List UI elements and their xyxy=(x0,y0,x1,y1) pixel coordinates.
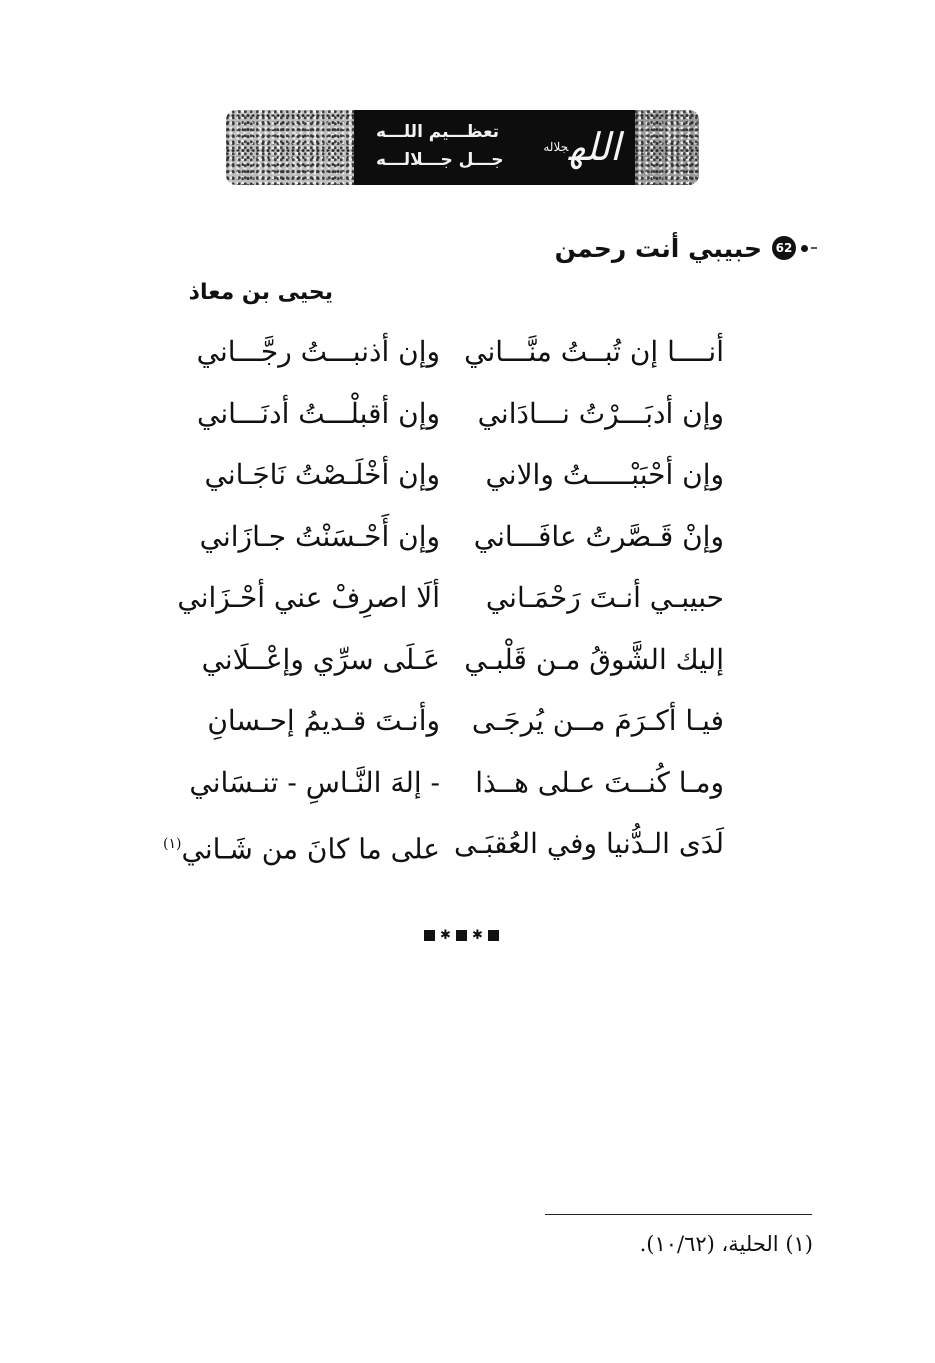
verse-second-hemistich: عَـلَى سرِّي وإعْــلَاني xyxy=(201,642,440,676)
poem xyxy=(163,326,740,880)
bullet-dot-icon xyxy=(801,245,808,252)
verse-first-hemistich: وإن أحْبَبْـــــتُ والاني xyxy=(485,458,724,491)
ornament-star-icon: ✱ xyxy=(440,928,451,943)
poem-verse xyxy=(163,818,740,880)
banner-title-line1: تعظـــيم اللـــه xyxy=(376,122,500,142)
emblem-small-text: جلاله xyxy=(543,140,569,154)
poem-verse xyxy=(197,388,740,450)
verse-first-hemistich: أنــــا إن تُبــتُ منَّـــاني xyxy=(464,335,724,368)
banner-texture-left xyxy=(226,110,356,185)
verse-second-hemistich: وأنـتَ قـديمُ إحـسانِ xyxy=(207,704,440,737)
verse-first-hemistich: ومـا كُنــتَ عـلى هــذا xyxy=(475,765,724,799)
bullet-dash-icon xyxy=(811,247,817,249)
banner-title-line2: جـــل جـــلالـــه xyxy=(376,150,504,170)
poem-verse xyxy=(200,449,740,511)
ornament-divider xyxy=(424,930,499,941)
poem-verse xyxy=(200,511,740,573)
verse-first-hemistich: حبيبـي أنـتَ رَحْمَـاني xyxy=(485,581,724,614)
ornament-square-icon xyxy=(456,930,467,941)
verse-first-hemistich: وإن أدبَـــرْتُ نـــادَاني xyxy=(477,396,724,430)
emblem-main-text: الله xyxy=(568,125,621,169)
section-markers xyxy=(772,236,817,260)
verse-second-hemistich: وإن أقبلْـــتُ أدنَـــاني xyxy=(197,396,440,430)
section-title: حبيبي أنت رحمن xyxy=(554,233,762,263)
poem-verse xyxy=(196,326,740,388)
ornament-square-icon xyxy=(424,930,435,941)
verse-second-hemistich: وإن أذنبـــتُ رجَّـــاني xyxy=(196,335,440,368)
poem-author: يحيى بن معاذ xyxy=(188,280,333,305)
verse-first-hemistich: إليك الشَّوقُ مـن قَلْبـي xyxy=(464,642,724,676)
verse-text: على ما كانَ من شَـاني xyxy=(181,832,440,866)
poem-verse xyxy=(200,695,740,757)
verse-first-hemistich: فيـا أكـرَمَ مــن يُرجَـى xyxy=(471,704,724,737)
poem-verse xyxy=(189,757,740,819)
ornament-square-icon xyxy=(488,930,499,941)
banner-texture-right xyxy=(635,110,699,185)
ornament-star-icon: ✱ xyxy=(472,928,483,943)
header-banner xyxy=(226,110,699,185)
allah-calligraphy-emblem xyxy=(542,116,622,178)
verse-second-hemistich: وإن أَحْـسَنْتُ جـازَاني xyxy=(199,519,440,553)
poem-verse xyxy=(177,572,740,634)
verse-second-hemistich xyxy=(163,822,440,871)
footnote-reference[interactable]: (١) xyxy=(163,836,182,852)
verse-second-hemistich: - إلهَ النَّـاسِ - تنـسَاني xyxy=(189,765,440,799)
poem-verse xyxy=(200,634,740,696)
verse-first-hemistich: لَدَى الـدُّنيا وفي العُقبَـى xyxy=(453,827,724,860)
verse-second-hemistich: وإن أخْلَـصْتُ نَاجَـاني xyxy=(204,458,440,491)
section-number-badge: 62 xyxy=(772,236,796,260)
section-title-row xyxy=(555,228,817,268)
verse-second-hemistich: ألَا اصرِفْ عني أحْـزَاني xyxy=(177,581,440,614)
footnote: (١) الحلية، (١٠/٦٢). xyxy=(639,1232,813,1256)
verse-first-hemistich: وإنْ قَـصَّرتُ عافَـــاني xyxy=(473,519,724,553)
footnote-divider xyxy=(545,1214,812,1215)
